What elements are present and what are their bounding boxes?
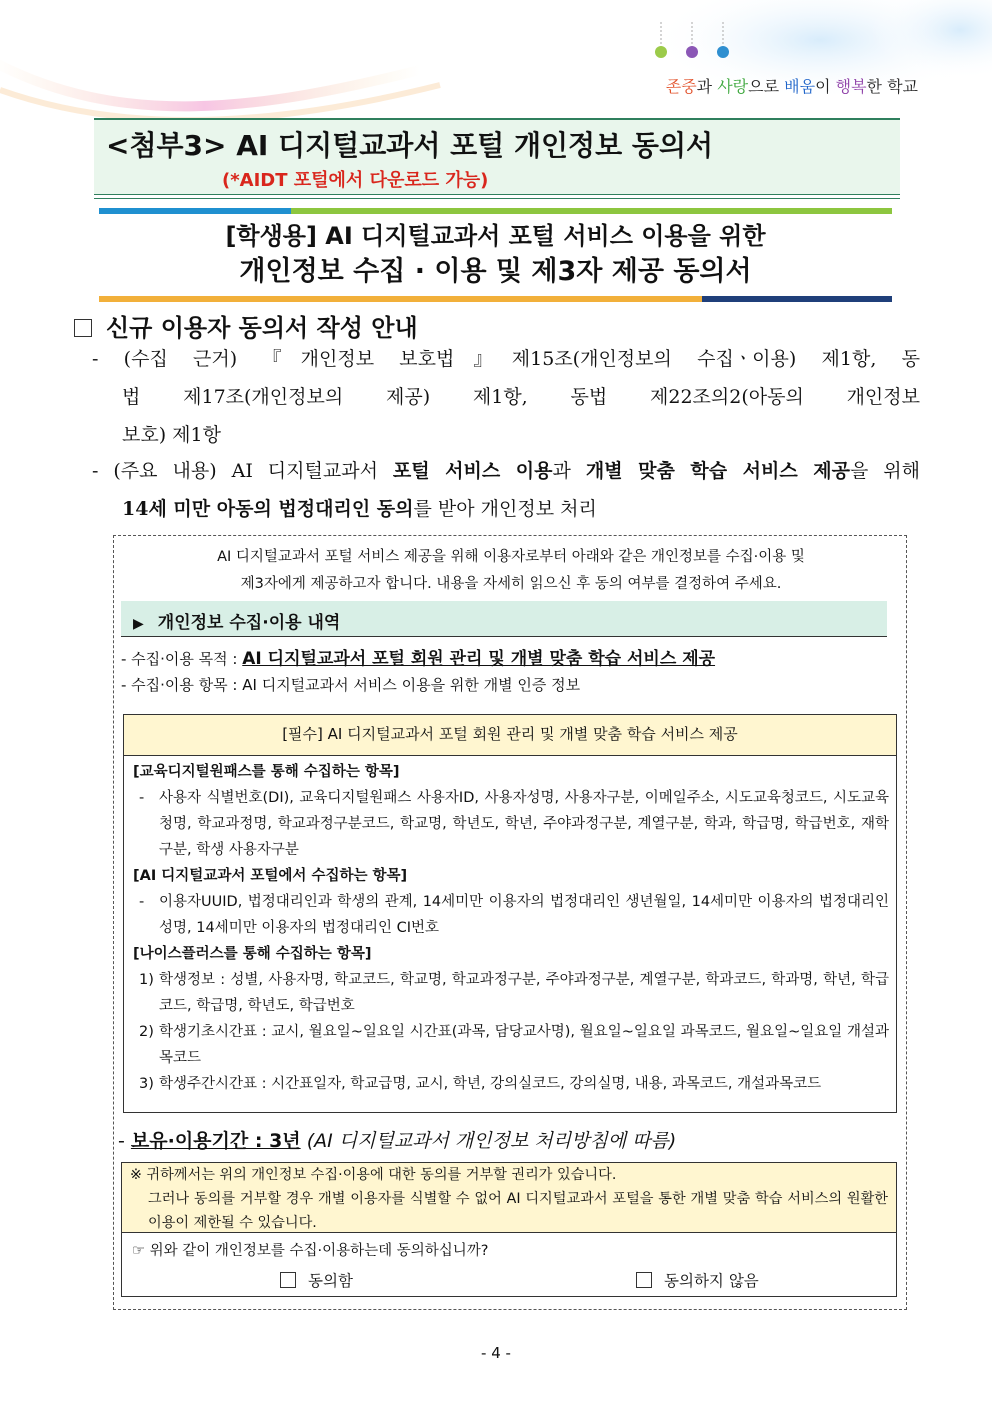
group3-item3-num: 3) (139, 1076, 154, 1092)
agreement-box (121, 1232, 897, 1297)
retention-period (118, 1126, 676, 1153)
content-line2 (92, 490, 922, 528)
retention-prefix: - (118, 1130, 131, 1152)
purpose-label: - 수집·이용 목적 : (121, 650, 243, 668)
content-bold-learning: 개별 맞춤 학습 서비스 제공 (585, 460, 850, 482)
agree-option[interactable] (280, 1269, 353, 1291)
group2-title: [AI 디지털교과서 포털에서 수집하는 항목] (133, 868, 408, 884)
triangle-bullet-icon: ▶ (133, 616, 144, 632)
intro-line1: AI 디지털교과서 포털 서비스 제공을 위해 이용자로부터 아래와 같은 개인정보를 수집·이용 및 (217, 549, 805, 565)
agreement-question: ☞ 위와 같이 개인정보를 수집·이용하는데 동의하십니까? (132, 1243, 489, 1259)
attachment-title-box (94, 118, 900, 195)
collection-heading (121, 601, 887, 637)
collection-heading-text: 개인정보 수집·이용 내역 (157, 613, 341, 633)
group3-item1-num: 1) (139, 972, 154, 988)
motto-segment: 한 학교 (866, 77, 918, 96)
group1-title: [교육디지털원패스를 통해 수집하는 항목] (133, 764, 400, 780)
motto-segment: 배움 (784, 77, 816, 96)
required-items-box (123, 714, 897, 1113)
green-dot (655, 46, 667, 58)
group3-title: [나이스플러스를 통해 수집하는 항목] (133, 946, 372, 962)
main-content-paragraph (92, 452, 922, 528)
agree-checkbox[interactable] (280, 1272, 296, 1288)
content-prefix: - (주요 내용) AI 디지털교과서 (92, 460, 393, 482)
group3-item2-num: 2) (139, 1024, 154, 1040)
content-bold-consent: 14세 미만 아동의 법정대리인 동의 (122, 498, 414, 520)
basis-line1: - (수집 근거) 『개인정보 보호법』제15조(개인정보의 수집ㆍ이용) 제1항, 동 (92, 348, 920, 370)
group3-item (133, 967, 889, 1019)
attachment-title: <첨부3> AI 디지털교과서 포털 개인정보 동의서 (106, 129, 714, 162)
main-title-line1: [학생용] AI 디지털교과서 포털 서비스 이용을 위한 (225, 222, 766, 250)
group3-item (133, 1019, 889, 1071)
disagree-label: 동의하지 않음 (664, 1272, 759, 1290)
school-motto (666, 74, 918, 97)
collection-items: - 수집·이용 항목 : AI 디지털교과서 서비스 이용을 위한 개별 인증 정보 (121, 676, 581, 694)
content-suffix1: 을 위해 (849, 460, 920, 482)
group3-item (133, 1071, 889, 1097)
purple-dot (686, 46, 698, 58)
collection-basis-paragraph (92, 340, 922, 454)
intro-line2: 제3자에게 제공하고자 합니다. 내용을 자세히 읽으신 후 동의 여부를 결정하여 주세요. (240, 576, 782, 592)
basis-line3: 보호) 제1항 (122, 424, 221, 446)
group3-item2-text: 학생기초시간표 : 교시, 월요일~일요일 시간표(과목, 담당교사명), 월요일~일요일 과목코드, 월요일~일요일 개설과목코드 (159, 1024, 889, 1066)
blue-dot (717, 46, 729, 58)
disagree-checkbox[interactable] (636, 1272, 652, 1288)
content-suffix2: 를 받아 개인정보 처리 (413, 498, 597, 520)
page-number: - 4 - (481, 1344, 511, 1362)
agree-label: 동의함 (308, 1272, 353, 1290)
purpose-value: AI 디지털교과서 포털 회원 관리 및 개별 맞춤 학습 서비스 제공 (242, 649, 716, 669)
group3-item1-text: 학생정보 : 성별, 사용자명, 학교코드, 학교명, 학교과정구분, 주야과정구분, 계열구분, 학과코드, 학과명, 학년, 학급코드, 학급명, 학년도, 학급번호 (159, 972, 889, 1014)
motto-segment: 과 (696, 77, 718, 96)
section-heading (74, 308, 418, 343)
collection-purpose (121, 644, 715, 669)
title-bottom-bar (99, 296, 892, 302)
retention-note: (AI 디지털교과서 개인정보 처리방침에 따름) (306, 1130, 677, 1152)
group2-item: - 이용자UUID, 법정대리인과 학생의 관계, 14세미만 이용자의 법정대리인 생년월일, 14세미만 이용자의 법정대리인 성명, 14세미만 이용자의 법정대리인 CI번호 (139, 894, 889, 936)
retention-label: 보유·이용기간 : 3년 (130, 1130, 301, 1152)
square-bullet-icon (74, 319, 92, 337)
motto-segment: 사랑 (717, 77, 749, 96)
main-title-line2: 개인정보 수집 · 이용 및 제3자 제공 동의서 (239, 256, 752, 287)
basis-line2: 법 제17조(개인정보의 제공) 제1항, 동법 제22조의2(아동의 개인정보 (122, 386, 920, 408)
decorative-header-background (0, 0, 992, 130)
content-mid: 과 (552, 460, 586, 482)
form-intro (126, 544, 896, 598)
group3-item3-text: 학생주간시간표 : 시간표일자, 학교급명, 교시, 학년, 강의실코드, 강의실명, 내용, 과목코드, 개설과목코드 (159, 1076, 822, 1092)
dot-ornament (650, 22, 740, 64)
motto-segment: 행복 (835, 77, 867, 96)
refusal-notice (121, 1162, 897, 1233)
notice-line2: 그러나 동의를 거부할 경우 개별 이용자를 식별할 수 없어 AI 디지털교과서 포털을 통한 개별 맞춤 학습 서비스의 원활한 이용이 제한될 수 있습니다. (148, 1191, 888, 1231)
motto-segment: 으로 (748, 77, 785, 96)
group1-item-text: 사용자 식별번호(DI), 교육디지털원패스 사용자ID, 사용자성명, 사용자구분, 이메일주소, 시도교육청코드, 시도교육청명, 학교과정명, 학교과정구분코드, 학교명, 학년도, 학년, 주야과정구분, 계열구분, 학과, 학급명, 학급번호, 재학구분, 학생 사용자구분 (159, 790, 889, 858)
motto-segment: 이 (815, 77, 836, 96)
disagree-option[interactable] (636, 1269, 759, 1291)
required-items-body (133, 759, 889, 1097)
notice-line1: ※ 귀하께서는 위의 개인정보 수집·이용에 대한 동의를 거부할 권리가 있습니다. (130, 1167, 617, 1183)
group2-item-text: 이용자UUID, 법정대리인과 학생의 관계, 14세미만 이용자의 법정대리인 생년월일, 14세미만 이용자의 법정대리인 성명, 14세미만 이용자의 법정대리인 CI번호 (159, 894, 889, 936)
motto-segment: 존중 (665, 77, 697, 96)
main-title (99, 218, 892, 290)
content-bold-portal: 포털 서비스 이용 (392, 460, 553, 482)
title-top-bar (99, 208, 892, 214)
attachment-subtitle: (*AIDT 포털에서 다운로드 가능) (222, 170, 489, 191)
content-line1 (92, 452, 920, 490)
required-heading: [필수] AI 디지털교과서 포털 회원 관리 및 개별 맞춤 학습 서비스 제공 (124, 715, 896, 756)
section-heading-text: 신규 이용자 동의서 작성 안내 (106, 314, 418, 342)
group1-item: - 사용자 식별번호(DI), 교육디지털원패스 사용자ID, 사용자성명, 사용자구분, 이메일주소, 시도교육청코드, 시도교육청명, 학교과정명, 학교과정구분코드, 학교명, 학년도, 학년, 주야과정구분, 계열구분, 학과, 학급명, 학급번호, 재학구분, 학생 사용자구분 (139, 790, 889, 858)
